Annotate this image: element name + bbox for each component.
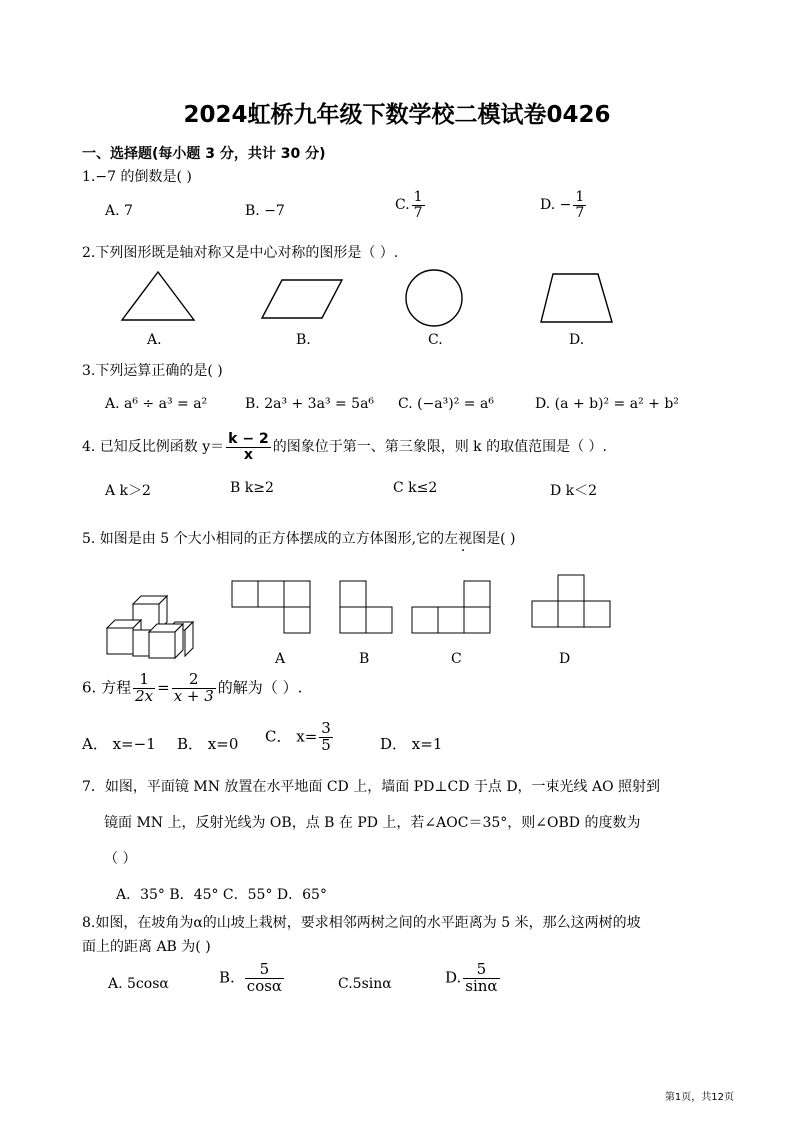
q5-emphasis: 左视图 (444, 531, 487, 547)
q3-option-a: A. a⁶ ÷ a³ = a² (105, 396, 208, 412)
q4-stem-pre: 4. 已知反比例函数 y＝ (82, 439, 225, 456)
q4-stem-post: 的图象位于第一、第三象限，则 k 的取值范围是（ ）. (272, 439, 607, 456)
view-option-b (340, 581, 392, 633)
q6-option-c (265, 721, 335, 754)
q2-label-a: A. (147, 332, 162, 348)
q6-c-fraction (319, 721, 333, 754)
q4-frac-den: x (226, 447, 271, 463)
q1-d-num: 1 (575, 189, 585, 205)
q1-c-num: 1 (413, 189, 423, 205)
question-8-line2: 面上的距离 AB 为( ) (82, 939, 211, 955)
question-7-line3: （ ） (104, 851, 137, 867)
q6-lhs-fraction (133, 672, 155, 705)
q6-equals: = (157, 678, 170, 697)
q4-option-b: B k≥2 (230, 480, 274, 496)
view-option-a (232, 581, 310, 633)
q2-label-c: C. (428, 332, 443, 348)
q8-b-den: cosα (246, 976, 283, 995)
q5-stem-post: 是( ) (486, 531, 516, 547)
q1-option-b: B. −7 (245, 203, 285, 219)
q7-options: A．35° B．45° C．55° D．65° (116, 887, 327, 903)
q6-c-num: 3 (321, 719, 331, 737)
q8-d-fraction (463, 962, 499, 995)
q4-option-a: A k＞2 (105, 483, 151, 499)
q3-option-c: C. (−a³)² = a⁶ (398, 396, 494, 412)
q3-option-b: B. 2a³ + 3a³ = 5a⁶ (245, 396, 375, 412)
q1-option-a: A. 7 (105, 203, 133, 219)
q6-stem-post: 的解为（ ）. (217, 678, 303, 697)
q8-d-prefix: D. (445, 968, 462, 987)
q8-d-num: 5 (476, 960, 487, 978)
q6-rhs-fraction (172, 672, 216, 705)
q1-d-prefix: D. − (540, 197, 572, 214)
question-2-stem: 2.下列图形既是轴对称又是中心对称的图形是（ ）. (82, 245, 399, 261)
section-heading: 一、选择题(每小题 3 分，共计 30 分) (82, 146, 326, 162)
question-7-line1: 7．如图，平面镜 MN 放置在水平地面 CD 上，墙面 PD⊥CD 于点 D，一束光线 AO 照射到 (82, 779, 661, 795)
q4-frac-num: k − 2 (228, 431, 269, 447)
q8-b-prefix: B. (219, 968, 235, 987)
view-option-d (532, 575, 610, 627)
q3-option-d: D. (a + b)² = a² + b² (535, 396, 679, 412)
q8-option-d (445, 962, 502, 995)
cube-stack-figure (107, 596, 193, 658)
view-option-c (412, 581, 490, 633)
q5-label-c: C (451, 651, 462, 667)
page-title: 2024虹桥九年级下数学校二模试卷0426 (183, 102, 611, 128)
page-number-footer: 第1页，共12页 (664, 1092, 734, 1103)
q6-option-b: B． x=0 (177, 735, 239, 753)
q5-label-a: A (275, 651, 286, 667)
question-1-stem: 1.−7 的倒数是( ) (82, 169, 192, 185)
question-3-stem: 3.下列运算正确的是( ) (82, 363, 223, 379)
q1-c-den: 7 (413, 204, 423, 221)
q6-option-d: D． x=1 (380, 735, 443, 753)
q6-option-a: A． x=−1 (82, 735, 156, 753)
q2-label-b: B. (296, 332, 311, 348)
q6-lhs-num: 1 (139, 670, 149, 688)
q6-c-den: 5 (321, 735, 331, 754)
question-6-stem (82, 672, 302, 705)
q8-option-a: A. 5cosα (108, 976, 169, 992)
q6-lhs-den: 2x (135, 686, 154, 705)
q4-option-d: D k＜2 (550, 483, 598, 499)
question-7-line2: 镜面 MN 上，反射光线为 OB，点 B 在 PD 上，若∠AOC＝35°，则∠OBD 的度数为 (104, 815, 641, 831)
q8-b-num: 5 (259, 960, 270, 978)
q5-label-b: B (359, 651, 370, 667)
question-8-line1: 8.如图，在坡角为α的山坡上栽树，要求相邻两树之间的水平距离为 5 米，那么这两树的坡 (82, 915, 641, 931)
q8-option-c: C.5sinα (338, 976, 392, 992)
q6-rhs-den: x + 3 (173, 686, 214, 705)
q5-stem-pre: 5. 如图是由 5 个大小相同的正方体摆成的立方体图形,它的 (82, 531, 445, 547)
q8-option-b (219, 962, 286, 995)
q6-c-pre: C． x= (265, 727, 318, 746)
q1-c-prefix: C. (395, 197, 410, 214)
q4-option-c: C k≤2 (393, 480, 438, 496)
q8-d-den: sinα (465, 976, 498, 995)
q1-d-den: 7 (575, 204, 585, 221)
q5-label-d: D (559, 651, 571, 667)
q6-stem-pre: 6. 方程 (82, 678, 132, 697)
q6-rhs-num: 2 (188, 670, 199, 688)
q8-b-fraction (245, 962, 284, 995)
q2-label-d: D. (569, 332, 585, 348)
